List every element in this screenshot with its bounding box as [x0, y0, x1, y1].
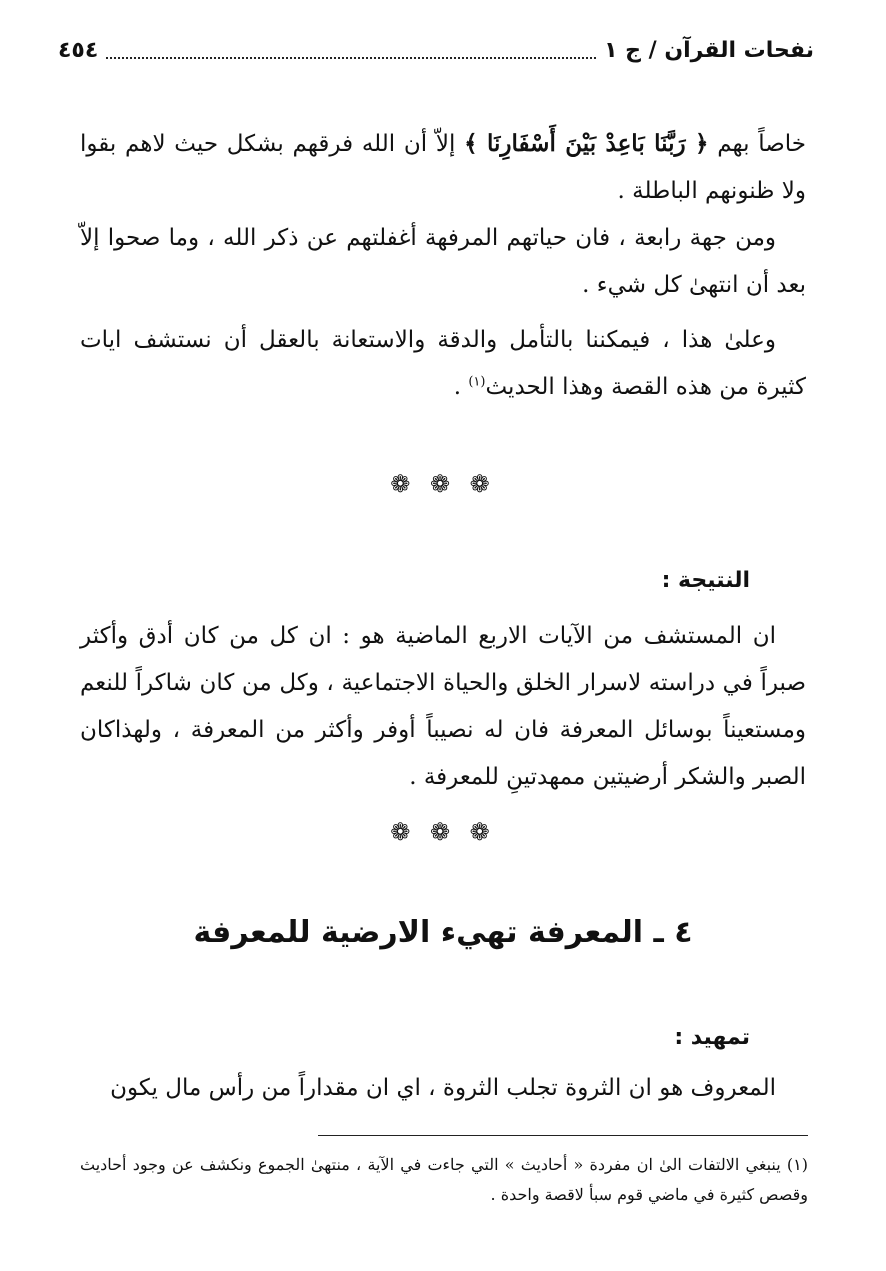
page-number: ٤٥٤	[58, 37, 99, 63]
paragraph-2	[80, 215, 806, 309]
paragraph-2-text: ومن جهة رابعة ، فان حياتهم المرفهة أغفلتهم عن ذكر الله ، وما صحوا إلاّ بعد أن انتهىٰ كل شيء .	[80, 225, 806, 298]
paragraph-3-end: .	[453, 374, 469, 400]
paragraph-3	[80, 317, 806, 411]
result-text: ان المستشف من الآيات الاربع الماضية هو : ان كل من كان أدق وأكثر صبراً في دراسته لاسرار الخلق والحياة الاجتماعية ، وكل من كان شاكراً للنعم ومستعيناً بوسائل المعرفة فان له نصيباً أوفر وأكثر من المعرفة ، ولهذاكان الصبر والشكر أرضيتين ممهدتينِ للمعرفة .	[80, 623, 806, 790]
section-separator-1: ❁ ❁ ❁	[390, 470, 496, 498]
paragraph-1-end: إلاّ أن الله فرقهم بشكل حيث لاهم بقوا ولا ظنونهم الباطلة .	[80, 131, 806, 204]
result-heading: النتيجة :	[661, 568, 750, 593]
paragraph-1-start: خاصاً بهم	[708, 131, 806, 157]
running-title: نفحات القرآن / ج ١	[604, 37, 814, 63]
intro-heading: تمهيد :	[674, 1025, 750, 1050]
footnote-divider	[318, 1135, 808, 1136]
result-paragraph	[80, 613, 806, 801]
page-header	[58, 30, 814, 70]
paragraph-3-text: وعلىٰ هذا ، فيمكننا بالتأمل والدقة والاستعانة بالعقل أن نستشف ايات كثيرة من هذه القصة وهذا الحديث	[80, 327, 806, 400]
footnote-reference: (١)	[468, 374, 486, 390]
footnote: (١) ينبغي الالتفات الىٰ ان مفردة « أحاديث » التي جاءت في الآية ، منتهىٰ الجموع ونكشف عن وجود أحاديث وقصص كثيرة في ماضي قوم سبأ لاقصة واحدة .	[80, 1155, 809, 1204]
section-title: ٤ ـ المعرفة تهيء الارضية للمعرفة	[193, 915, 693, 950]
paragraph-1	[80, 120, 806, 215]
intro-paragraph	[80, 1065, 806, 1112]
quran-verse: ﴿ رَبَّنَا بَاعِدْ بَيْنَ أَسْفَارِنَا ﴾	[464, 130, 709, 157]
intro-text: المعروف هو ان الثروة تجلب الثروة ، اي ان مقداراً من رأس مال يكون	[110, 1075, 776, 1101]
section-separator-2: ❁ ❁ ❁	[390, 818, 496, 846]
header-leader-dots	[106, 57, 596, 59]
